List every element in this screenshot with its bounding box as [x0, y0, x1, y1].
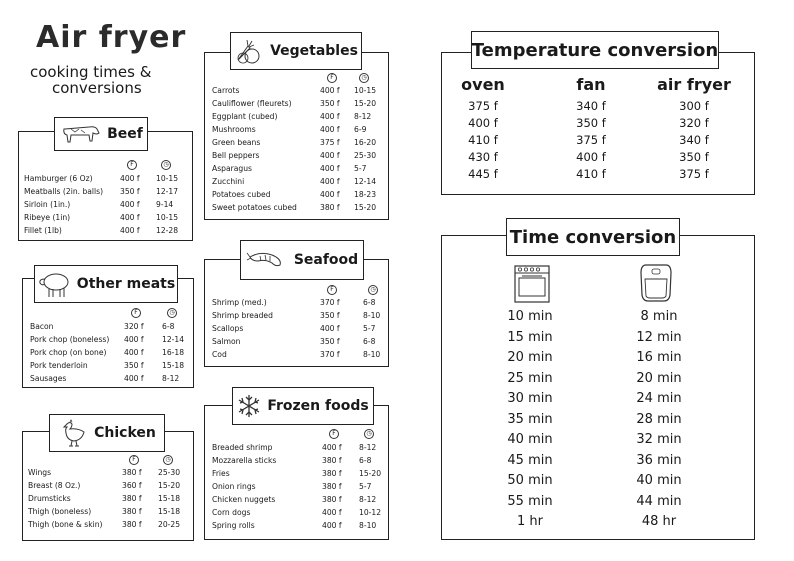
oven-time: 25 min: [507, 370, 553, 386]
seafood-title: Seafood: [293, 252, 359, 268]
item-time: 15-20: [354, 99, 377, 108]
air-fryer-time: 36 min: [636, 452, 682, 468]
air-fryer-icon: [640, 263, 672, 303]
temperature-column-0: [433, 74, 533, 183]
item-temperature: 400 f: [322, 508, 342, 517]
time-conversion-title: Time conversion: [509, 226, 677, 248]
oven-time: 20 min: [507, 350, 553, 365]
temperature-value: 410 f: [468, 133, 498, 147]
item-name: Spring rolls: [212, 521, 255, 530]
oven-time: 15 min: [507, 329, 553, 345]
item-time: 12-14: [354, 177, 377, 186]
item-name: Fries: [212, 469, 230, 478]
item-name: Meatballs (2in. balls): [24, 187, 104, 196]
oven-time: 35 min: [507, 411, 553, 427]
item-name: Breast (8 Oz.): [28, 481, 81, 490]
table-row: [22, 492, 194, 505]
item-time: 5-7: [359, 482, 372, 491]
table-row: [18, 211, 193, 224]
table-row: [204, 84, 389, 97]
table-row: [18, 224, 193, 237]
page-subtitle-line1: cooking times &: [30, 63, 152, 81]
temperature-symbol: F: [327, 73, 337, 83]
temperature-symbol: F: [327, 285, 337, 295]
item-time: 8-12: [354, 112, 372, 121]
table-row: [204, 136, 389, 149]
vegetables-icon: [234, 36, 264, 66]
item-temperature: 350 f: [320, 337, 340, 346]
item-name: Fillet (1lb): [24, 226, 62, 235]
table-row: [18, 185, 193, 198]
air-fryer-time: 20 min: [636, 370, 682, 386]
temperature-value: 340 f: [679, 133, 709, 147]
snowflake-icon: [237, 394, 261, 418]
item-name: Pork tenderloin: [30, 361, 88, 370]
oven-time-column: [485, 307, 575, 533]
timer-symbol: ◷: [364, 429, 374, 439]
timer-symbol: ◷: [163, 455, 173, 465]
item-time: 6-8: [162, 322, 175, 331]
seafood-header: [240, 240, 364, 280]
item-temperature: 350 f: [320, 99, 340, 108]
chicken-icon: [58, 418, 88, 448]
item-time: 10-15: [156, 174, 179, 183]
item-temperature: 400 f: [120, 200, 140, 209]
item-time: 16-20: [354, 138, 377, 147]
timer-symbol: ◷: [161, 160, 171, 170]
item-name: Sirloin (1in.): [24, 200, 71, 209]
item-name: Scallops: [212, 324, 244, 333]
item-temperature: 400 f: [320, 112, 340, 121]
beef-header: [54, 117, 148, 151]
temperature-value: 375 f: [576, 133, 606, 147]
item-name: Salmon: [212, 337, 241, 346]
item-temperature: 370 f: [320, 350, 340, 359]
table-row: [204, 97, 389, 110]
item-name: Sausages: [30, 374, 67, 383]
item-temperature: 370 f: [320, 298, 340, 307]
item-temperature: 360 f: [122, 481, 142, 490]
item-time: 10-15: [156, 213, 179, 222]
item-time: 20-25: [158, 520, 181, 529]
air-fryer-time: 28 min: [636, 411, 682, 427]
item-temperature: 350 f: [320, 311, 340, 320]
item-name: Bacon: [30, 322, 54, 331]
item-name: Mushrooms: [212, 125, 256, 134]
temperature-value: 350 f: [679, 150, 709, 164]
table-row: [204, 348, 389, 361]
temperature-symbol: F: [329, 429, 339, 439]
timer-symbol: ◷: [167, 308, 177, 318]
timer-symbol: ◷: [359, 73, 369, 83]
item-temperature: 380 f: [322, 482, 342, 491]
item-temperature: 350 f: [124, 361, 144, 370]
temperature-symbol: F: [131, 308, 141, 318]
table-row: [204, 519, 389, 532]
item-time: 15-18: [162, 361, 185, 370]
oven-time: 1 hr: [517, 514, 543, 529]
item-time: 15-20: [354, 203, 377, 212]
beef-title: Beef: [107, 126, 143, 142]
other-meats-header: [34, 265, 178, 303]
item-temperature: 380 f: [122, 507, 142, 516]
item-time: 15-18: [158, 507, 181, 516]
item-temperature: 400 f: [320, 151, 340, 160]
table-row: [22, 466, 194, 479]
item-name: Drumsticks: [28, 494, 71, 503]
item-name: Onion rings: [212, 482, 256, 491]
item-temperature: 350 f: [120, 187, 140, 196]
table-row: [22, 505, 194, 518]
table-row: [18, 172, 193, 185]
oven-time: 55 min: [507, 493, 553, 509]
item-temperature: 400 f: [320, 324, 340, 333]
cow-icon: [59, 121, 101, 147]
item-temperature: 400 f: [120, 213, 140, 222]
item-time: 5-7: [363, 324, 376, 333]
item-temperature: 400 f: [124, 335, 144, 344]
item-name: Carrots: [212, 86, 240, 95]
item-name: Asparagus: [212, 164, 252, 173]
item-time: 10-12: [359, 508, 382, 517]
item-time: 5-7: [354, 164, 367, 173]
air-fryer-time: 8 min: [640, 309, 678, 324]
item-name: Potatoes cubed: [212, 190, 271, 199]
item-temperature: 400 f: [124, 348, 144, 357]
temperature-value: 340 f: [576, 99, 606, 113]
table-row: [204, 175, 389, 188]
table-row: [204, 493, 389, 506]
item-temperature: 380 f: [322, 456, 342, 465]
chicken-header: [49, 414, 165, 452]
table-row: [22, 479, 194, 492]
item-temperature: 400 f: [320, 190, 340, 199]
sheep-icon: [37, 269, 71, 299]
temperature-value: 320 f: [679, 116, 709, 130]
table-row: [22, 359, 194, 372]
air-fryer-time-column: [614, 307, 704, 533]
item-name: Ribeye (1in): [24, 213, 71, 222]
item-temperature: 380 f: [322, 495, 342, 504]
table-row: [204, 110, 389, 123]
temperature-column-1: [541, 74, 641, 183]
table-row: [204, 162, 389, 175]
item-time: 12-28: [156, 226, 179, 235]
item-name: Shrimp breaded: [212, 311, 273, 320]
table-row: [204, 441, 389, 454]
temperature-conversion-header: [471, 31, 719, 69]
temperature-value: 445 f: [468, 167, 498, 181]
item-time: 6-8: [363, 337, 376, 346]
item-time: 25-30: [354, 151, 377, 160]
item-name: Eggplant (cubed): [212, 112, 278, 121]
item-temperature: 400 f: [120, 226, 140, 235]
item-time: 8-10: [363, 350, 381, 359]
item-time: 6-9: [354, 125, 367, 134]
item-name: Wings: [28, 468, 52, 477]
chicken-title: Chicken: [94, 425, 156, 441]
temperature-column-2: [644, 74, 744, 183]
item-time: 8-10: [359, 521, 377, 530]
item-name: Hamburger (6 Oz): [24, 174, 93, 183]
page-title: Air fryer: [36, 20, 187, 55]
air-fryer-time: 12 min: [636, 329, 682, 345]
item-time: 15-20: [158, 481, 181, 490]
item-time: 15-20: [359, 469, 382, 478]
temperature-conversion-title: Temperature conversion: [471, 39, 719, 61]
item-name: Shrimp (med.): [212, 298, 267, 307]
other-meats-title: Other meats: [76, 276, 176, 292]
frozen-foods-header: [232, 387, 374, 425]
oven-time: 40 min: [507, 432, 553, 447]
frozen-foods-title: Frozen foods: [267, 398, 369, 414]
timer-symbol: ◷: [368, 285, 378, 295]
item-time: 8-10: [363, 311, 381, 320]
table-row: [22, 346, 194, 359]
oven-time: 50 min: [507, 473, 553, 488]
item-name: Thigh (bone & skin): [28, 520, 103, 529]
temperature-column-header: oven: [461, 75, 505, 94]
table-row: [204, 188, 389, 201]
temperature-value: 400 f: [576, 150, 606, 164]
item-temperature: 400 f: [124, 374, 144, 383]
item-temperature: 320 f: [124, 322, 144, 331]
item-name: Pork chop (on bone): [30, 348, 107, 357]
item-time: 10-15: [354, 86, 377, 95]
item-name: Cod: [212, 350, 227, 359]
table-row: [204, 322, 389, 335]
table-row: [204, 123, 389, 136]
item-temperature: 400 f: [320, 86, 340, 95]
temperature-symbol: F: [127, 160, 137, 170]
item-time: 9-14: [156, 200, 174, 209]
temperature-value: 430 f: [468, 150, 498, 164]
item-time: 12-14: [162, 335, 185, 344]
table-row: [18, 198, 193, 211]
item-name: Mozzarella sticks: [212, 456, 277, 465]
table-row: [204, 506, 389, 519]
item-name: Pork chop (boneless): [30, 335, 110, 344]
item-time: 8-12: [359, 495, 377, 504]
item-temperature: 375 f: [320, 138, 340, 147]
table-row: [22, 320, 194, 333]
table-row: [204, 201, 389, 214]
item-time: 8-12: [162, 374, 180, 383]
item-name: Sweet potatoes cubed: [212, 203, 297, 212]
temperature-value: 300 f: [679, 99, 709, 113]
oven-time: 45 min: [507, 452, 553, 468]
item-time: 16-18: [162, 348, 185, 357]
temperature-symbol: F: [129, 455, 139, 465]
item-name: Cauliflower (fleurets): [212, 99, 292, 108]
item-time: 8-12: [359, 443, 377, 452]
table-row: [22, 518, 194, 531]
air-fryer-time: 32 min: [636, 432, 682, 447]
item-temperature: 400 f: [120, 174, 140, 183]
temperature-value: 375 f: [468, 99, 498, 113]
table-row: [204, 335, 389, 348]
item-name: Corn dogs: [212, 508, 251, 517]
temperature-column-header: air fryer: [657, 75, 731, 94]
table-row: [204, 454, 389, 467]
item-temperature: 380 f: [320, 203, 340, 212]
item-name: Chicken nuggets: [212, 495, 276, 504]
vegetables-header: [230, 32, 362, 70]
table-row: [204, 296, 389, 309]
item-temperature: 400 f: [320, 164, 340, 173]
air-fryer-time: 44 min: [636, 493, 682, 509]
item-time: 6-8: [363, 298, 376, 307]
item-temperature: 380 f: [122, 520, 142, 529]
item-name: Breaded shrimp: [212, 443, 273, 452]
table-row: [204, 480, 389, 493]
temperature-value: 350 f: [576, 116, 606, 130]
time-conversion-header: [506, 218, 680, 256]
item-time: 18-23: [354, 190, 377, 199]
item-name: Thigh (boneless): [28, 507, 92, 516]
item-temperature: 400 f: [320, 125, 340, 134]
air-fryer-time: 40 min: [636, 473, 682, 488]
item-temperature: 380 f: [122, 494, 142, 503]
item-temperature: 380 f: [122, 468, 142, 477]
air-fryer-time: 48 hr: [641, 514, 677, 529]
temperature-column-header: fan: [576, 75, 606, 94]
temperature-value: 375 f: [679, 167, 709, 181]
item-time: 12-17: [156, 187, 179, 196]
table-row: [22, 372, 194, 385]
table-row: [22, 333, 194, 346]
page-subtitle-line2: conversions: [52, 79, 142, 97]
item-temperature: 400 f: [322, 443, 342, 452]
item-temperature: 380 f: [322, 469, 342, 478]
item-temperature: 400 f: [322, 521, 342, 530]
item-time: 15-18: [158, 494, 181, 503]
oven-time: 10 min: [507, 309, 553, 324]
item-name: Bell peppers: [212, 151, 260, 160]
shrimp-icon: [246, 249, 288, 271]
table-row: [204, 309, 389, 322]
item-name: Zucchini: [212, 177, 245, 186]
temperature-value: 410 f: [576, 167, 606, 181]
oven-time: 30 min: [507, 391, 553, 406]
air-fryer-time: 24 min: [636, 391, 682, 406]
temperature-value: 400 f: [468, 116, 498, 130]
item-time: 6-8: [359, 456, 372, 465]
air-fryer-time: 16 min: [636, 350, 682, 365]
vegetables-title: Vegetables: [270, 43, 358, 59]
item-name: Green beans: [212, 138, 261, 147]
oven-icon: [514, 265, 550, 303]
item-time: 25-30: [158, 468, 181, 477]
item-temperature: 400 f: [320, 177, 340, 186]
table-row: [204, 467, 389, 480]
table-row: [204, 149, 389, 162]
